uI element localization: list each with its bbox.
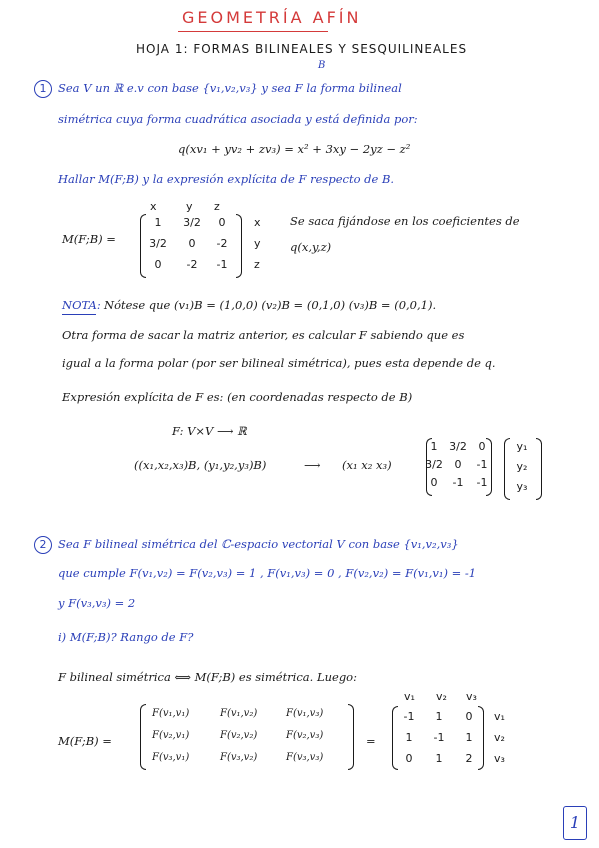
problem-1-number: 1: [34, 80, 52, 98]
m2-21: 3/2: [425, 458, 443, 471]
f13: F(v₁,v₃): [286, 708, 324, 719]
col-header-x: x: [150, 200, 157, 213]
m31: 0: [154, 258, 162, 271]
problem-1-line-2: simétrica cuya forma cuadrática asociada y está definida por:: [58, 112, 418, 126]
problem-2-question: i) M(F;B)? Rango de F?: [58, 630, 194, 644]
m12: 3/2: [183, 216, 201, 229]
row-vector: (x₁ x₂ x₃): [342, 458, 392, 472]
m33: -1: [216, 258, 228, 271]
m2-12: 3/2: [449, 440, 467, 453]
n-col-header-2: v₂: [436, 690, 447, 703]
f31: F(v₃,v₁): [152, 752, 190, 763]
problem-2-line-2: que cumple F(v₁,v₂) = F(v₂,v₃) = 1 , F(v₁,v₃) = 0 , F(v₂,v₂) = F(v₁,v₁) = -1: [58, 566, 477, 580]
problem-2-implication: F bilineal simétrica ⟺ M(F;B) es simétrica. Luego:: [58, 670, 357, 684]
colvec-y1: y₁: [516, 440, 528, 453]
problem-1-line-3: Hallar M(F;B) y la expresión explícita de F respecto de B.: [58, 172, 395, 186]
n-row-header-2: v₂: [494, 731, 505, 744]
matrix-label: M(F;B) =: [62, 232, 116, 246]
m22: 0: [188, 237, 196, 250]
colvec-y3: y₃: [516, 480, 528, 493]
m2-13: 0: [478, 440, 486, 453]
n11: -1: [403, 710, 415, 723]
row-header-z: z: [254, 258, 260, 271]
m2-33: -1: [476, 476, 488, 489]
n33: 2: [465, 752, 473, 765]
f22: F(v₂,v₂): [220, 730, 258, 741]
problem-1-formula: q(xv₁ + yv₂ + zv₃) = x² + 3xy − 2yz − z²: [178, 142, 411, 156]
problem-2-number: 2: [34, 536, 52, 554]
row-header-y: y: [254, 237, 261, 250]
m2-23: -1: [476, 458, 488, 471]
nota-label: NOTA:: [62, 298, 101, 312]
n31: 0: [405, 752, 413, 765]
colvec-right-bracket: [536, 438, 542, 500]
n32: 1: [435, 752, 443, 765]
n-row-header-1: v₁: [494, 710, 505, 723]
map-domain: ((x₁,x₂,x₃)B, (y₁,y₂,y₃)B): [134, 458, 267, 472]
row-header-x: x: [254, 216, 261, 229]
nota-line-1: Nótese que (v₁)B = (1,0,0) (v₂)B = (0,1,0) (v₃)B = (0,0,1).: [104, 298, 437, 312]
nota-line-3: igual a la forma polar (por ser bilineal simétrica), pues esta depende de q.: [62, 356, 496, 370]
m23: -2: [216, 237, 228, 250]
problem-2-line-1: Sea F bilineal simétrica del ℂ-espacio vectorial V con base {v₁,v₂,v₃}: [58, 537, 459, 551]
page-number: 1: [563, 806, 587, 840]
nota-underline: [62, 314, 96, 315]
fmatrix-left-bracket: [140, 704, 146, 770]
expression-label: Expresión explícita de F es: (en coordenadas respecto de B): [62, 390, 413, 404]
page-subtitle: HOJA 1: FORMAS BILINEALES Y SESQUILINEALES: [136, 42, 468, 56]
map-line: F: V×V ⟶ ℝ: [172, 424, 247, 438]
title-underline: [178, 31, 328, 32]
equals-sign: =: [366, 734, 376, 748]
col-header-z: z: [214, 200, 220, 213]
nota-line-2: Otra forma de sacar la matriz anterior, es calcular F sabiendo que es: [62, 328, 465, 342]
f21: F(v₂,v₁): [152, 730, 190, 741]
n12: 1: [435, 710, 443, 723]
col-header-y: y: [186, 200, 193, 213]
m21: 3/2: [149, 237, 167, 250]
page-title: GEOMETRÍA AFÍN: [182, 8, 362, 27]
basis-tag: B: [318, 60, 326, 71]
f11: F(v₁,v₁): [152, 708, 190, 719]
m2-31: 0: [430, 476, 438, 489]
f33: F(v₃,v₃): [286, 752, 324, 763]
colvec-y2: y₂: [516, 460, 528, 473]
n13: 0: [465, 710, 473, 723]
n-col-header-3: v₃: [466, 690, 477, 703]
m13: 0: [218, 216, 226, 229]
n22: -1: [433, 731, 445, 744]
n21: 1: [405, 731, 413, 744]
m2-11: 1: [430, 440, 438, 453]
matrix-note-2: q(x,y,z): [290, 240, 332, 254]
f12: F(v₁,v₂): [220, 708, 258, 719]
n-row-header-3: v₃: [494, 752, 505, 765]
f23: F(v₂,v₃): [286, 730, 324, 741]
fmatrix-right-bracket: [348, 704, 354, 770]
problem-1-line-1: Sea V un ℝ e.v con base {v₁,v₂,v₃} y sea F la forma bilineal: [58, 81, 402, 95]
m2-32: -1: [452, 476, 464, 489]
m2-22: 0: [454, 458, 462, 471]
n23: 1: [465, 731, 473, 744]
problem-2-line-3: y F(v₃,v₃) = 2: [58, 596, 136, 610]
matrix-note-1: Se saca fijándose en los coeficientes de: [290, 214, 520, 228]
m11: 1: [154, 216, 162, 229]
n-col-header-1: v₁: [404, 690, 415, 703]
m32: -2: [186, 258, 198, 271]
map-arrow: ⟶: [304, 458, 321, 472]
fmatrix-label: M(F;B) =: [58, 734, 112, 748]
f32: F(v₃,v₂): [220, 752, 258, 763]
